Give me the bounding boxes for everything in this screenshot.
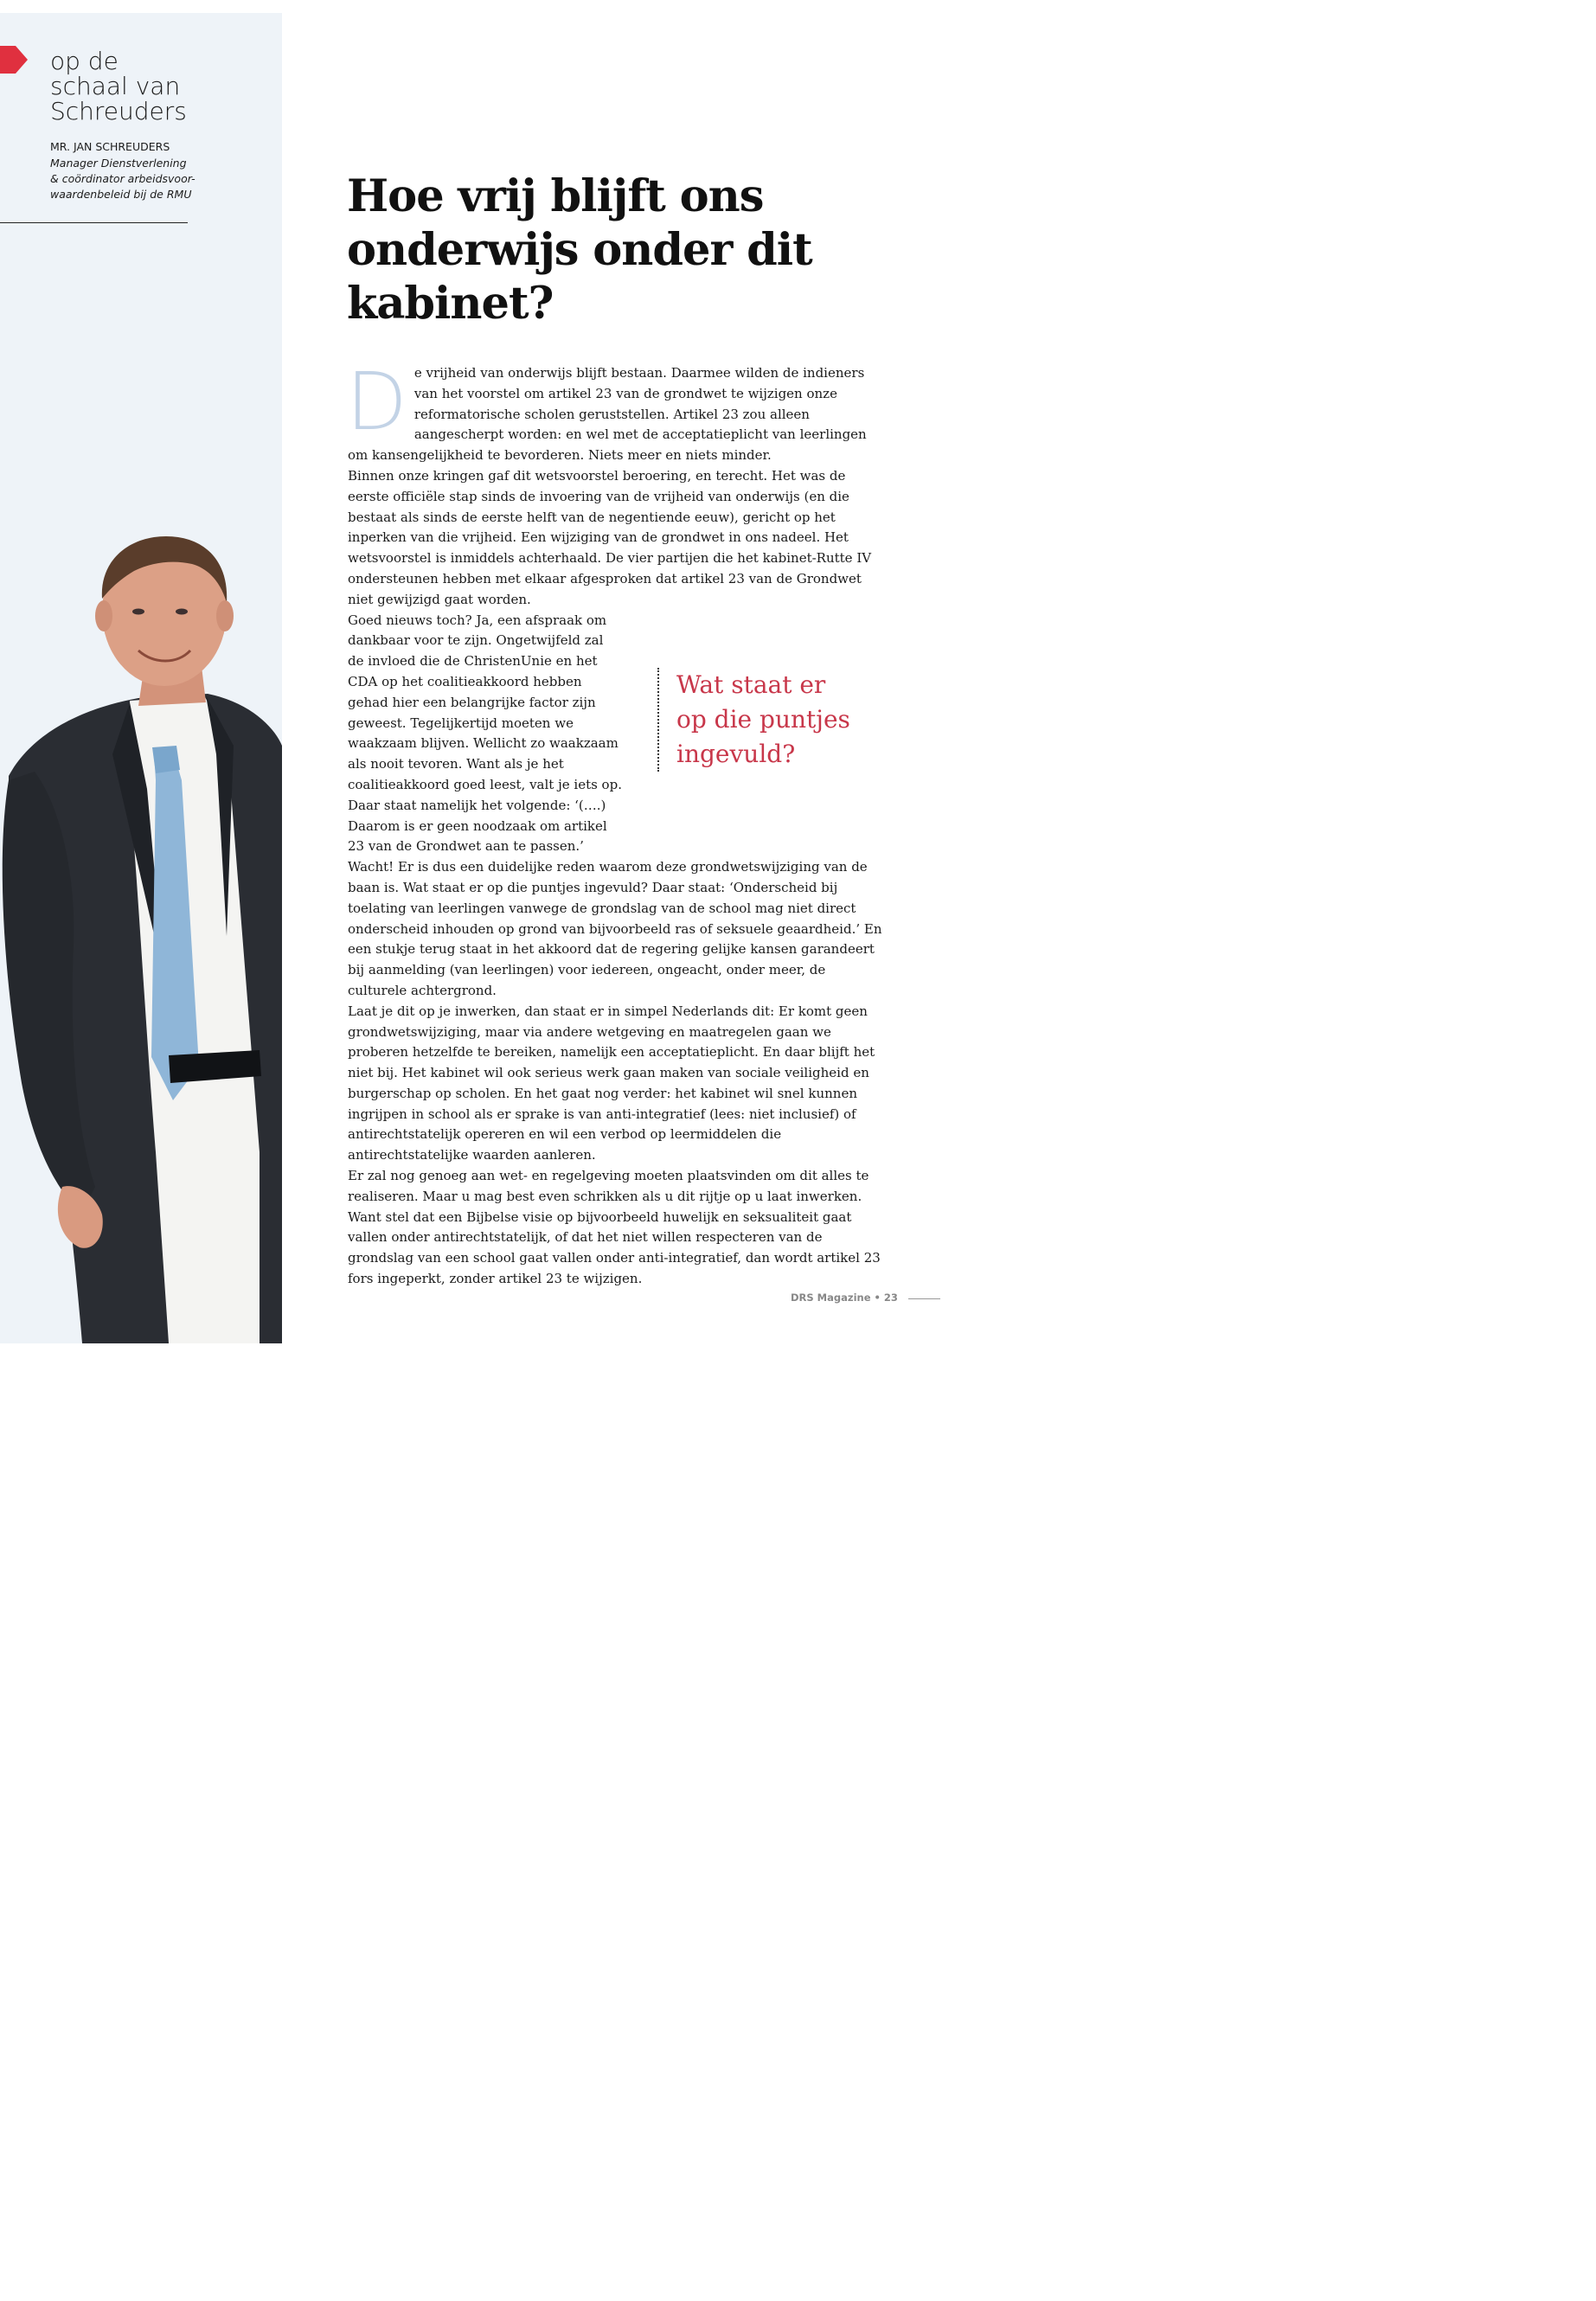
magazine-name: DRS Magazine xyxy=(791,1292,871,1304)
pullquote-line: Wat staat er xyxy=(676,670,826,699)
article-body xyxy=(346,356,884,1290)
drop-cap: D xyxy=(346,356,407,448)
column-title-line: op de xyxy=(50,47,119,75)
paragraph-text: Goed nieuws toch? Ja, een afspraak om dankbaar voor te zijn. Ongetwijfeld zal de invloed die de ChristenUnie en het CDA op het coalitieakkoord hebben gehad hier een belangrijke factor zijn geweest. Tegelijkertijd moeten we waakzaam blijven. Wellicht zo waakzaam als nooit tevoren. Want als je het coalitieakkoord goed leest, valt je iets op. Daar staat namelijk het volgende: ‘(….) Daarom is er geen noodzaak om artikel 23 van de Grondwet aan te passen.’ xyxy=(348,612,622,855)
column-title-line: schaal van xyxy=(50,72,181,100)
headline-line: Hoe vrij blijft ons xyxy=(347,170,764,222)
article-paragraph xyxy=(346,356,884,466)
paragraph-text: e vrijheid van onderwijs blijft bestaan. Daarmee wilden de indieners van het voorstel om artikel 23 van de grondwet te wijzigen onze reformatorische scholen geruststellen. Artikel 23 zou alleen aangescherpt worden: en wel met de acceptatieplicht van leerlingen om kansengelijkheid te bevorderen. Niets meer en niets minder. xyxy=(348,365,867,464)
column-title xyxy=(50,48,187,124)
footer-separator: • xyxy=(874,1292,881,1304)
column-title-line: Schreuders xyxy=(50,97,187,125)
pullquote xyxy=(657,668,927,772)
article-paragraph: Wacht! Er is dus een duidelijke reden waarom deze grondwetswijziging van de baan is. Wat staat er op die puntjes ingevuld? Daar staat: ‘Onderscheid bij toelating van leerlingen vanwege de grondslag van de school mag niet direct onderscheid inhouden op grond van bijvoorbeeld ras of seksuele geaardheid.’ En een stukje terug staat in het akkoord dat de regering gelijke kansen garandeert bij aanmelding (van leerlingen) voor iedereen, ongeacht, onder meer, de culturele achtergrond. xyxy=(348,859,882,998)
author-role xyxy=(50,156,195,202)
pullquote-line: ingevuld? xyxy=(676,740,796,768)
author-role-line: & coördinator arbeidsvoor- xyxy=(50,172,195,185)
article-paragraph: Er zal nog genoeg aan wet- en regelgeving moeten plaatsvinden om dit alles te realiseren. Maar u mag best even schrikken als u dit rijtje op u laat inwerken. Want stel dat een Bijbelse visie op bijvoorbeeld huwelijk en seksualiteit gaat vallen onder antirechtstatelijk, of dat het niet willen respecteren van de grondslag van een school gaat vallen onder anti-integratief, dan wordt artikel 23 fors ingeperkt, zonder artikel 23 te wijzigen. xyxy=(348,1168,881,1287)
author-role-line: waardenbeleid bij de RMU xyxy=(50,188,192,201)
author-portrait xyxy=(0,529,282,1343)
article-paragraph: Binnen onze kringen gaf dit wetsvoorstel beroering, en terecht. Het was de eerste officiële stap sinds de invoering van de vrijheid van onderwijs (en die bestaat als sinds de eerste helft van de negentiende eeuw), gericht op het inperken van die vrijheid. Een wijziging van de grondwet in ons nadeel. Het wetsvoorstel is inmiddels achterhaald. De vier partijen die het kabinet-Rutte IV ondersteunen hebben met elkaar afgesproken dat artikel 23 van de Grondwet niet gewijzigd gaat worden. xyxy=(348,467,872,607)
pullquote-text xyxy=(676,668,927,772)
page-footer xyxy=(791,1292,898,1304)
page-number: 23 xyxy=(883,1292,898,1304)
footer-rule xyxy=(908,1298,940,1299)
column-tab-marker-icon xyxy=(0,46,28,74)
pullquote-line: op die puntjes xyxy=(676,705,850,734)
sidebar-divider xyxy=(0,222,188,223)
author-name: MR. JAN SCHREUDERS xyxy=(50,140,170,153)
headline-line: kabinet? xyxy=(347,278,554,330)
headline-line: onderwijs onder dit xyxy=(347,224,812,276)
author-role-line: Manager Dienstverlening xyxy=(50,157,187,170)
article-paragraph: Laat je dit op je inwerken, dan staat er in simpel Nederlands dit: Er komt geen grondwetswijziging, maar via andere wetgeving en maatregelen gaan we proberen hetzelfde te bereiken, namelijk een acceptatieplicht. En daar blijft het niet bij. Het kabinet wil ook serieus werk gaan maken van sociale veiligheid en burgerschap op scholen. En het gaat nog verder: het kabinet wil snel kunnen ingrijpen in school als er sprake is van anti-integratief (lees: niet inclusief) of antirechtstatelijk opereren en wil een verbod op leermiddelen die antirechtstatelijke waarden aanleren. xyxy=(348,1003,875,1163)
article-headline xyxy=(347,170,812,330)
